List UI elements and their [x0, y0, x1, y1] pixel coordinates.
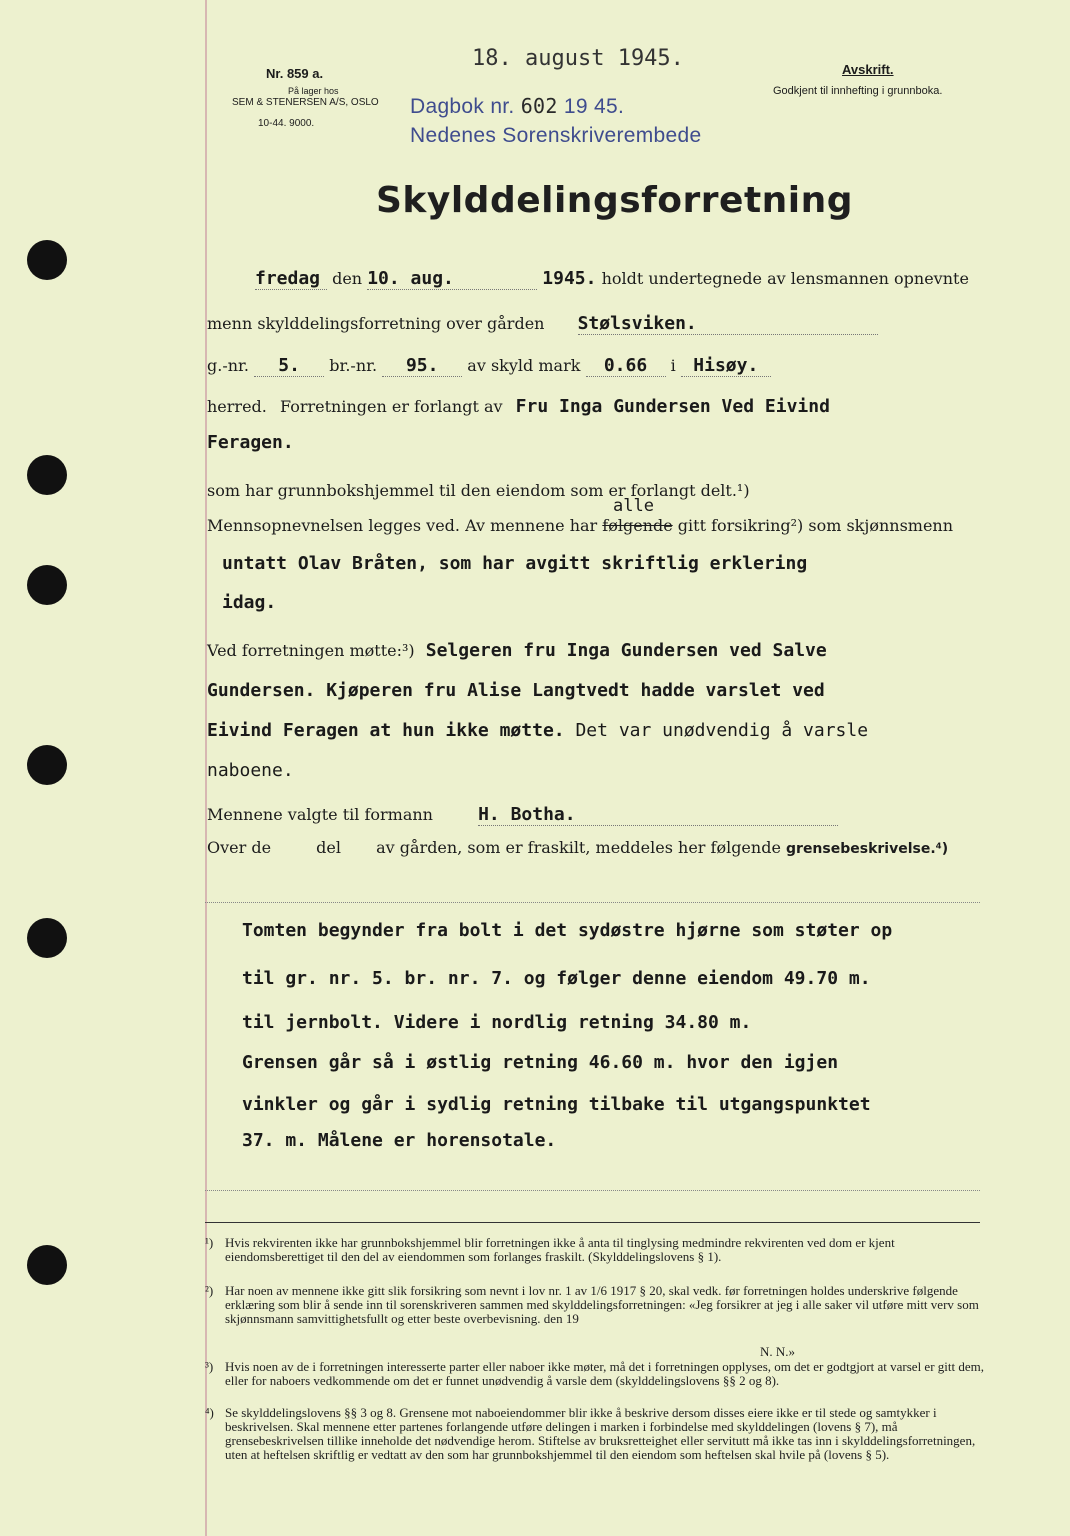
copy-heading: Avskrift.	[842, 62, 894, 77]
footnote-text: Har noen av mennene ikke gitt slik forsikring som nevnt i lov nr. 1 av 1/6 1917 § 20, skal vedk. før forretningen holdes underskrive følgende erklæring som blir å sende inn til sorenskriveren sammen med skylddelingsforretningen: «Jeg forsikrer at jeg i alle saker vil utføre mitt verv som skjønnsmann samvittighetsfullt og etter beste overbevisning. den 19	[225, 1283, 979, 1326]
footnote-separator	[205, 1222, 980, 1223]
boundary-label: grensebeskrivelse.⁴)	[786, 841, 949, 857]
line-cadastre	[207, 355, 771, 377]
description-line: til jernbolt. Videre i nordlig retning 34.80 m.	[242, 1012, 752, 1033]
line7-text-a: Mennsopnevnelsen legges ved. Av mennene har	[207, 516, 598, 535]
attendance-continued-1: Gundersen. Kjøperen fru Alise Langtvedt hadde varslet ved	[207, 680, 825, 701]
footnote	[205, 1284, 985, 1326]
document-title: Skylddelingsforretning	[376, 180, 854, 221]
skyld-field: 0.66	[586, 355, 666, 377]
i-label: i	[670, 356, 676, 375]
line-date-idag: idag.	[222, 592, 277, 613]
footnote	[205, 1236, 985, 1264]
blank-line	[205, 902, 980, 903]
line-grunnbok: som har grunnbokshjemmel til den eiendom som er forlangt delt.¹)	[207, 481, 750, 500]
skyld-label: av skyld mark	[467, 356, 581, 375]
requester-continued: Feragen.	[207, 432, 294, 453]
dagbok-label: Dagbok nr.	[410, 95, 515, 118]
line-date	[255, 268, 969, 290]
form-number: Nr. 859 a.	[266, 66, 324, 81]
description-line: vinkler og går i sydlig retning tilbake til utgangspunktet	[242, 1094, 871, 1115]
weekday-field: fredag	[255, 268, 327, 290]
dagbok-year: 19 45.	[563, 95, 625, 118]
farm-field: Stølsviken.	[578, 313, 878, 335]
punch-hole	[27, 1245, 67, 1285]
boundary-intro-text: av gården, som er fraskilt, meddeles her følgende	[376, 838, 781, 857]
attendance-bold: Eivind Feragen at hun ikke møtte.	[207, 720, 565, 741]
punch-hole	[27, 565, 67, 605]
bnr-label: br.-nr.	[329, 356, 378, 375]
line-requester	[207, 396, 830, 417]
attendance-continued-3: naboene.	[207, 760, 294, 781]
footnote-text: Hvis noen av de i forretningen interesserte parter eller naboer ikke møter, må det i forretningen opplyses, om det er godtgjort at varsel er gitt dem, eller for naboers vedkommende om det er funnet unødvendig å varsle dem (skylddelingslovens §§ 2 og 8).	[225, 1359, 985, 1388]
requester-field: Fru Inga Gundersen Ved Eivind	[515, 396, 830, 417]
line-attendance	[207, 640, 827, 661]
line-farm	[207, 313, 878, 335]
footnote	[205, 1360, 985, 1388]
struck-word: følgende	[602, 516, 673, 535]
line-men	[207, 516, 953, 535]
punch-hole	[27, 240, 67, 280]
attendance-plain: Det var unødvendig å varsle	[575, 720, 869, 741]
attendance-continued-2	[207, 720, 868, 741]
attendance-label: Ved forretningen møtte:³)	[207, 641, 415, 660]
footnote-mark: ¹)	[205, 1235, 214, 1250]
signature-placeholder: N. N.»	[760, 1344, 796, 1359]
dagbok-number: 602	[520, 94, 558, 118]
attendance-value: Selgeren fru Inga Gundersen ved Salve	[425, 640, 827, 661]
publisher-line-2: SEM & STENERSEN A/S, OSLO	[232, 97, 379, 108]
chairman-field: H. Botha.	[478, 804, 838, 826]
print-info: 10-44. 9000.	[258, 118, 315, 129]
gnr-label: g.-nr.	[207, 356, 250, 375]
chairman-label: Mennene valgte til formann	[207, 805, 433, 824]
insert-alle: alle	[613, 496, 654, 516]
over-label: Over de	[207, 838, 272, 857]
description-line: Grensen går så i østlig retning 46.60 m. hvor den igjen	[242, 1052, 839, 1073]
footnote-mark: ⁴)	[205, 1405, 214, 1420]
bnr-field: 95.	[382, 355, 462, 377]
punch-hole	[27, 918, 67, 958]
footnote-mark: ²)	[205, 1283, 214, 1298]
line1-text: holdt undertegnede av lensmannen opnevnte	[601, 269, 969, 288]
punch-hole	[27, 745, 67, 785]
publisher-line-1: På lager hos	[288, 86, 339, 96]
line7-text-b: gitt forsikring²) som skjønnsmenn	[677, 516, 954, 535]
blank-line	[205, 1190, 980, 1191]
punch-hole	[27, 455, 67, 495]
date-field: 10. aug.	[367, 268, 537, 290]
footnote-mark: ³)	[205, 1359, 214, 1374]
municipality-field: Hisøy.	[681, 355, 771, 377]
herred-label: herred.	[207, 397, 267, 416]
requested-label: Forretningen er forlangt av	[279, 397, 503, 416]
description-line: Tomten begynder fra bolt i det sydøstre hjørne som støter op	[242, 920, 893, 941]
document-date: 18. august 1945.	[472, 46, 684, 71]
copy-note: Godkjent til innhefting i grunnboka.	[773, 85, 943, 97]
line-chairman	[207, 804, 838, 826]
line-boundary-intro	[207, 838, 948, 857]
description-line: til gr. nr. 5. br. nr. 7. og følger denne eiendom 49.70 m.	[242, 968, 871, 989]
office-stamp: Nedenes Sorenskriverembede	[410, 124, 702, 147]
dagbok-stamp	[410, 94, 624, 119]
year-field: 1945.	[542, 268, 597, 289]
line2-text: menn skylddelingsforretning over gården	[207, 314, 545, 333]
footnote-text: Hvis rekvirenten ikke har grunnbokshjemmel blir forretningen ikke å anta til tinglysing medmindre rekvirenten ved dom er kjent eiendomsberettiget til den del av eiendommen som forlanges fraskilt. (Skylddelingslovens § 1).	[225, 1235, 895, 1264]
line-exception: untatt Olav Bråten, som har avgitt skriftlig erklering	[222, 553, 808, 574]
del-label: del	[316, 838, 341, 857]
description-line: 37. m. Målene er horensotale.	[242, 1130, 557, 1151]
gnr-field: 5.	[254, 355, 324, 377]
label-den: den	[332, 269, 363, 288]
footnote	[205, 1406, 985, 1462]
footnote-text: Se skylddelingslovens §§ 3 og 8. Grensene mot naboeiendommer blir ikke å beskrive dersom disses eiere ikke er til stede og samtykker i beskrivelsen. Skal mennene etter partenes forlangende utføre delingen i marken i forbindelse med skylddelingen (lovens § 7), må grensebeskrivelsen tillike inneholde det nødvendige herom. Stiftelse av bruksretteighet eller servitutt må ikke tas inn i skylddelingsforretningen, uten at heftelsen skriftlig er vedtatt av den som har grunnbokshjemmel til den eiendom som heftelsen skal hvile på (lovens § 5).	[225, 1405, 976, 1462]
